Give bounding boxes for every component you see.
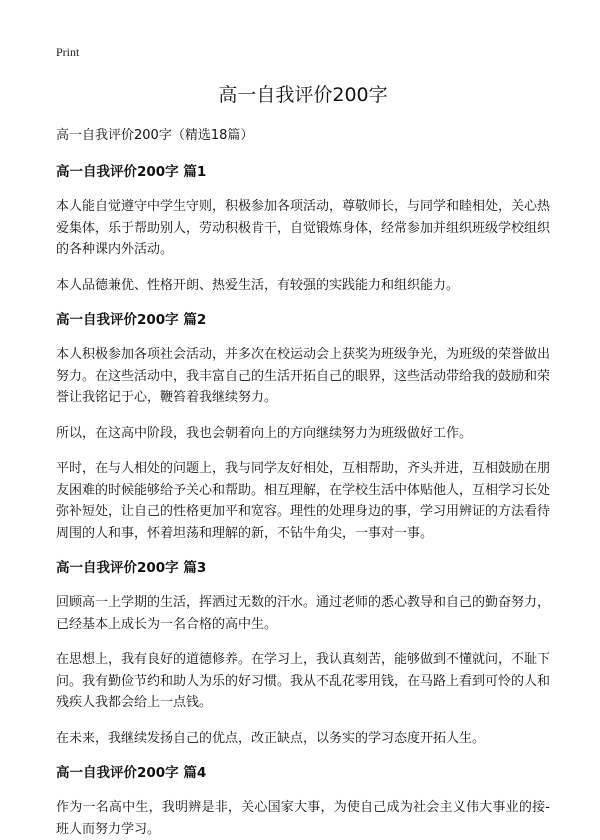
page-title: 高一自我评价200字 <box>218 84 388 106</box>
paragraph: 作为一名高中生，我明辨是非，关心国家大事，为使自己成为社会主义伟大事业的接-班人而努力学习。 <box>56 800 550 837</box>
paragraph: 回顾高一上学期的生活，挥洒过无数的汗水。通过老师的悉心教导和自己的勤奋努力，已经基本上成长为一名合格的高中生。 <box>56 595 551 632</box>
paragraph: 本人品德兼优、性格开朗、热爱生活，有较强的实践能力和组织能力。 <box>56 277 460 293</box>
section-2 <box>56 310 550 544</box>
section-heading: 高一自我评价200字 篇2 <box>56 312 207 328</box>
section-heading: 高一自我评价200字 篇1 <box>56 164 207 180</box>
document-subtitle: 高一自我评价200字（精选18篇） <box>56 128 254 143</box>
paragraph: 本人积极参加各项社会活动，并多次在校运动会上获奖为班级争光，为班级的荣誉做出努力。在这些活动中，我丰富自己的生活开拓自己的眼界，这些活动带给我的鼓励和荣誉让我铭记于心，鞭笞着我继续努力。 <box>56 347 551 405</box>
paragraph: 在未来，我继续发扬自己的优点，改正缺点，以务实的学习态度开拓人生。 <box>56 730 486 746</box>
section-heading: 高一自我评价200字 篇4 <box>56 765 207 781</box>
paragraph: 平时，在与人相处的问题上，我与同学友好相处，互相帮助，齐头并进，互相鼓励在朋友困难的时候能够给予关心和帮助。相互理解，在学校生活中体贴他人，互相学习长处弥补短处，让自己的性格更加平和宽容。理性的处理身边的事，学习用辨证的方法看待周围的人和事，怀着坦荡和理解的新，不钻牛角尖，一事对一事。 <box>56 461 551 541</box>
paragraph: 所以，在这高中阶段，我也会朝着向上的方向继续努力为班级做好工作。 <box>56 425 473 441</box>
paragraph: 本人能自觉遵守中学生守则，积极参加各项活动，尊敬师长，与同学和睦相处，关心热爱集体，乐于帮助别人，劳动积极肯干，自觉锻炼身体，经常参加并组织班级学校组织的各种课内外活动。 <box>56 199 551 257</box>
paragraph: 在思想上，我有良好的道德修养。在学习上，我认真刻苦，能够做到不懂就问，不耻下问。我有勤俭节约和助人为乐的好习惯。我从不乱花零用钱，在马路上看到可怜的人和残疾人我都会给上一点钱。 <box>56 652 551 710</box>
print-link[interactable]: Print <box>56 45 80 59</box>
section-4 <box>56 763 550 840</box>
section-3 <box>56 558 550 749</box>
section-1 <box>56 162 550 296</box>
section-heading: 高一自我评价200字 篇3 <box>56 560 207 576</box>
